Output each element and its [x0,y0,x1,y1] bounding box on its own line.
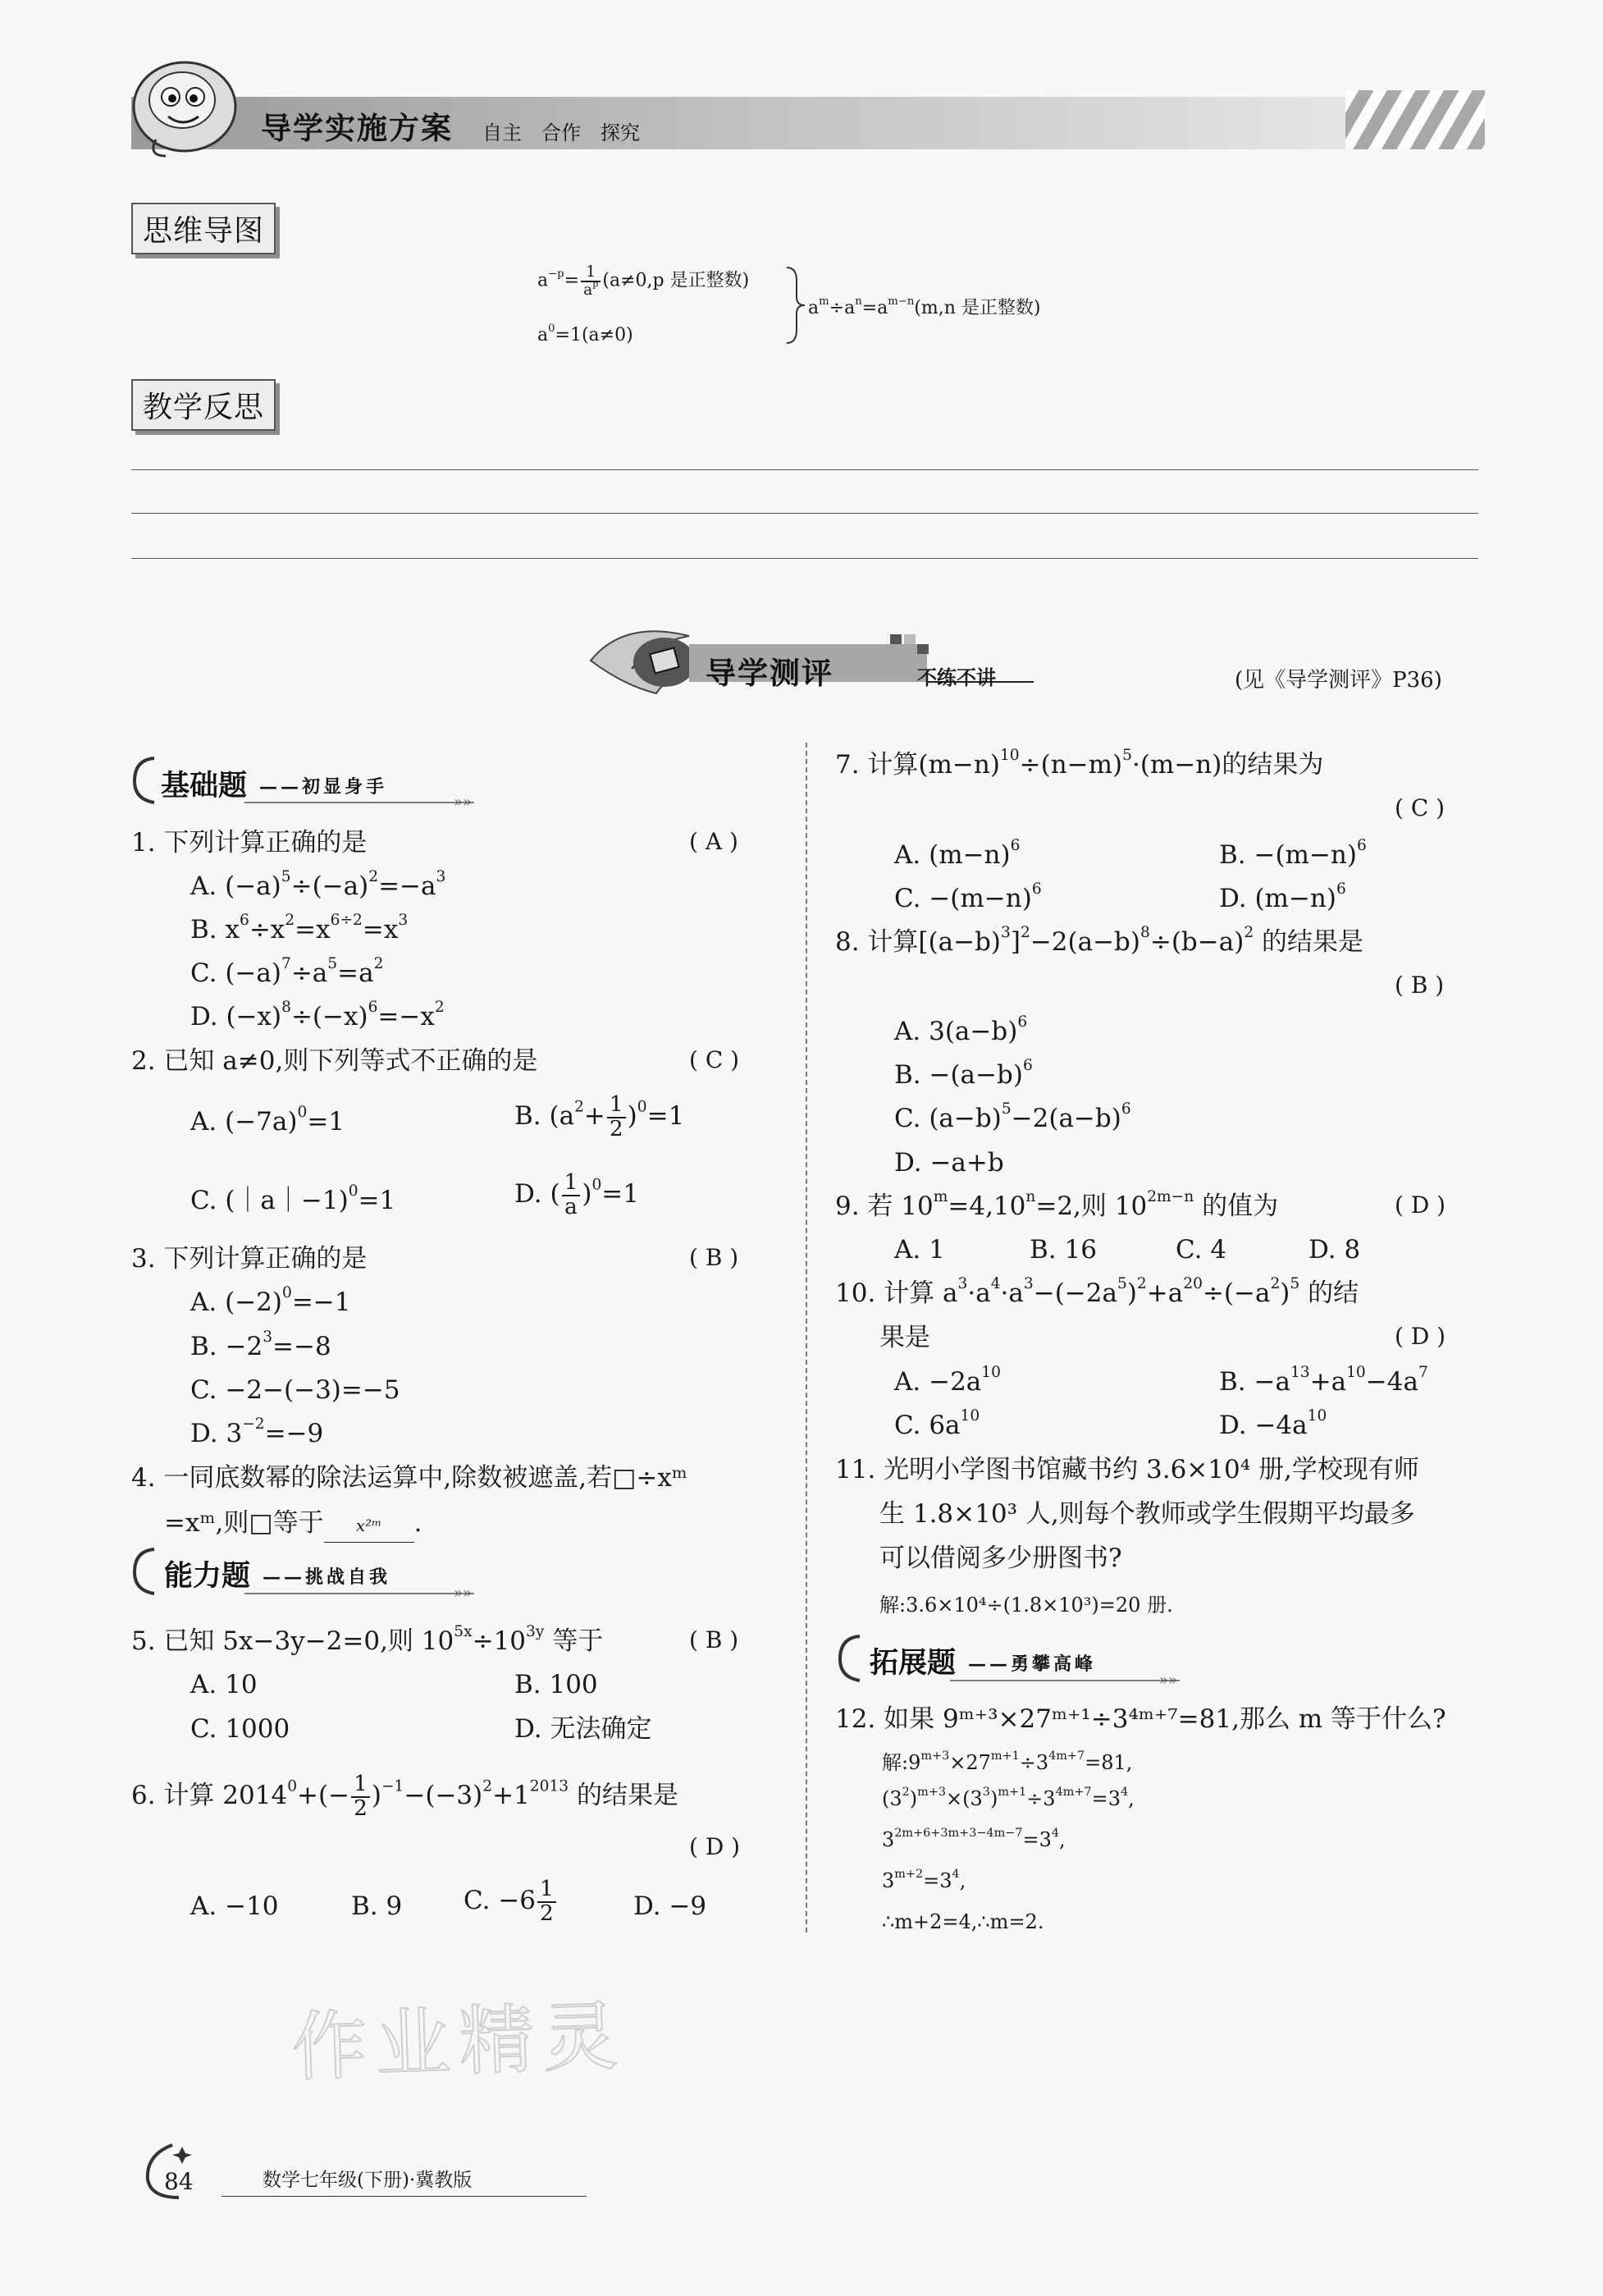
q7-option-c: C. $-(m-n)^6$ [894,880,1042,913]
q7-option-b: B. $-(m-n)^6$ [1219,837,1367,870]
q10-option-c: C. $6a^{10}$ [894,1407,980,1440]
q2-option-a: A. $(-7a)^0=1$ [190,1104,345,1137]
q11-line3: 可以借阅多少册图书? [879,1544,1122,1573]
assessment-title: 导学测评 [706,656,833,691]
q5-answer: ( B ) [689,1626,739,1653]
q1-option-d: D. $(-x)^8\div(-x)^6=-x^2$ [190,999,445,1031]
q4-stem-line1: 4. 一同底数幂的除法运算中,除数被遮盖,若□÷xᵐ [131,1463,687,1493]
q8-option-b: B. $-(a-b)^6$ [894,1057,1033,1090]
q6-option-d: D. −9 [633,1891,707,1921]
q6-option-a: A. −10 [190,1891,279,1921]
q4-answer-blank: x²ᵐ [324,1509,414,1543]
column-divider [806,743,807,1932]
assessment-tag: 不练不讲 [917,666,996,689]
q11-line2: 生 1.8×10³ 人,则每个教师或学生假期平均最多 [879,1499,1415,1529]
mind-map-label: 思维导图 [131,203,276,254]
basic-section-subtitle: ——初显身手 [259,776,388,798]
q3-stem: 3. 下列计算正确的是 [131,1244,368,1274]
q2-option-c: C. (｜a｜−1)$^0$=1 [190,1182,396,1215]
q1-stem: 1. 下列计算正确的是 [131,828,368,858]
q8-option-c: C. $(a-b)^5-2(a-b)^6$ [894,1100,1131,1133]
q9-option-c: C. 4 [1176,1235,1227,1265]
header-stripes [1345,90,1485,149]
q12-stem: 12. 如果 9ᵐ⁺³×27ᵐ⁺¹÷3⁴ᵐ⁺⁷=81,那么 m 等于什么? [835,1704,1446,1734]
q8-option-a: A. $3(a-b)^6$ [894,1013,1028,1046]
reflection-line-2 [131,513,1478,514]
q9-answer: ( D ) [1395,1191,1446,1219]
q9-option-a: A. 1 [894,1235,945,1265]
q10-option-b: B. $-a^{13}+a^{10}-4a^7$ [1219,1364,1428,1397]
q3-option-d: D. $3^{-2}=-9$ [190,1416,324,1448]
reflection-line-3 [131,558,1478,559]
book-title: 数学七年级(下册)·冀教版 [263,2170,473,2191]
q5-option-a: A. 10 [190,1670,258,1699]
q9-option-b: B. 16 [1030,1235,1097,1265]
q10-answer: ( D ) [1395,1323,1446,1350]
watermark-text: 作业精灵 [290,1992,628,2092]
svg-text:»»: »» [454,794,473,809]
q1-option-a: A. $(-a)^5\div(-a)^2=-a^3$ [190,868,446,901]
q6-stem: 6. 计算 $2014^0+(-$ $\frac{1}{2}$ )$^{-1}-(-3)^2+1^{2013}$ 的结果是 [131,1772,678,1821]
ability-section-subtitle: ——挑战自我 [263,1566,391,1588]
brace-icon [783,264,808,346]
q10-stem-line2: 果是 [879,1323,930,1352]
reflection-label: 教学反思 [131,379,276,431]
extension-section-subtitle: ——勇攀高峰 [968,1653,1097,1675]
q4-stem-tail: =xᵐ,则□等于 [164,1508,324,1538]
ability-section-title: 能力题 [164,1560,251,1593]
mascot-logo-icon [123,57,246,164]
header-subtitle: 自主 合作 探究 [482,121,640,144]
q7-answer: ( C ) [1395,794,1445,821]
q5-stem: 5. 已知 5x−3y−2=0,则 $10^{5x}\div 10^{3y}$ 等于 [131,1623,604,1656]
reflection-line-1 [131,469,1478,470]
q2-stem: 2. 已知 a≠0,则下列等式不正确的是 [131,1046,538,1076]
q10-option-a: A. $-2a^{10}$ [894,1364,1001,1397]
q5-option-c: C. 1000 [190,1714,290,1744]
q2-option-b: B. ($a^2+$ $\frac{1}{2}$ )$^0$=1 [514,1092,685,1141]
extension-section-title: 拓展题 [870,1647,957,1680]
q6-option-c: C. −6 $\frac{1}{2}$ [464,1878,558,1925]
q7-option-a: A. $(m-n)^6$ [894,837,1021,870]
q3-answer: ( B ) [689,1244,739,1271]
assessment-reference: (见《导学测评》P36) [1235,668,1442,693]
q8-option-d: D. −a+b [894,1148,1004,1178]
q5-option-d: D. 无法确定 [514,1714,652,1744]
q3-option-a: A. $(-2)^0=-1$ [190,1284,351,1317]
q4-stem-line2: =xᵐ,则□等于 x²ᵐ . [164,1507,422,1543]
basic-section-title: 基础题 [161,770,248,803]
svg-text:»»: »» [454,1585,473,1600]
header-title: 导学实施方案 [261,111,453,146]
q6-option-b: B. 9 [351,1891,403,1921]
q6-answer: ( D ) [689,1833,741,1860]
q12-step-3: $3^{2m+6+3m+3-4m-7}=3^4$, [882,1826,1066,1851]
q11-line1: 11. 光明小学图书馆藏书约 3.6×10⁴ 册,学校现有师 [835,1455,1419,1484]
q12-step-4: $3^{m+2}=3^4$, [882,1867,966,1892]
neg-exp-formula: $a^{-p}=$ $\frac{1}{a^p}$ (a≠0,p 是正整数) [537,263,750,299]
q3-option-c: C. −2−(−3)=−5 [190,1375,400,1405]
q9-option-d: D. 8 [1308,1235,1361,1265]
q1-option-c: C. $(-a)^7\div a^5=a^2$ [190,955,384,988]
q2-option-d: D. ( $\frac{1}{a}$ )$^0$=1 [514,1170,639,1219]
q1-option-b: B. $x^6\div x^2=x^{6\div 2}=x^3$ [190,912,409,944]
q12-step-2: $(3^2)^{m+3}\times(3^3)^{m+1}\div 3^{4m+7}=3^4$, [882,1785,1135,1810]
svg-text:»»: »» [1159,1672,1178,1687]
q9-stem: 9. 若 $10^m=4,10^n=2$,则 $10^{2m-n}$ 的值为 [835,1188,1279,1221]
q10-option-d: D. $-4a^{10}$ [1219,1407,1327,1440]
division-formula: $a^m\div a^n=a^{m-n}(m,n$ 是正整数) [808,295,1041,318]
neg-exp-condition: (a≠0,p 是正整数) [602,270,750,291]
q1-answer: ( A ) [689,828,738,855]
page-number: 84 [164,2168,194,2195]
q10-stem: 10. 计算 $a^3\cdot a^4\cdot a^3-(-2a^5)^2+a^{20}\div(-a^2)^5$ 的结 [835,1275,1359,1308]
q11-solution: 解:3.6×10⁴÷(1.8×10³)=20 册. [879,1594,1173,1617]
q7-option-d: D. $(m-n)^6$ [1219,880,1346,913]
q12-step-1: 解$:9^{m+3}\times 27^{m+1}\div 3^{4m+7}=81$, [882,1749,1133,1774]
footer-rule [221,2196,587,2197]
q5-option-b: B. 100 [514,1670,598,1699]
q8-stem: 8. 计算$[(a-b)^3]^2-2(a-b)^8\div(b-a)^2$ 的结果是 [835,924,1364,957]
q8-answer: ( B ) [1395,972,1445,999]
q2-answer: ( C ) [689,1046,740,1073]
q3-option-b: B. $-2^3=-8$ [190,1329,331,1361]
zero-exp-formula: $a^0=1(a\ne 0)$ [537,322,633,345]
q12-conclusion: ∴m+2=4,∴m=2. [882,1910,1044,1933]
q7-stem: 7. 计算$(m-n)^{10}\div(n-m)^5\cdot(m-n)$的结果为 [835,747,1324,780]
